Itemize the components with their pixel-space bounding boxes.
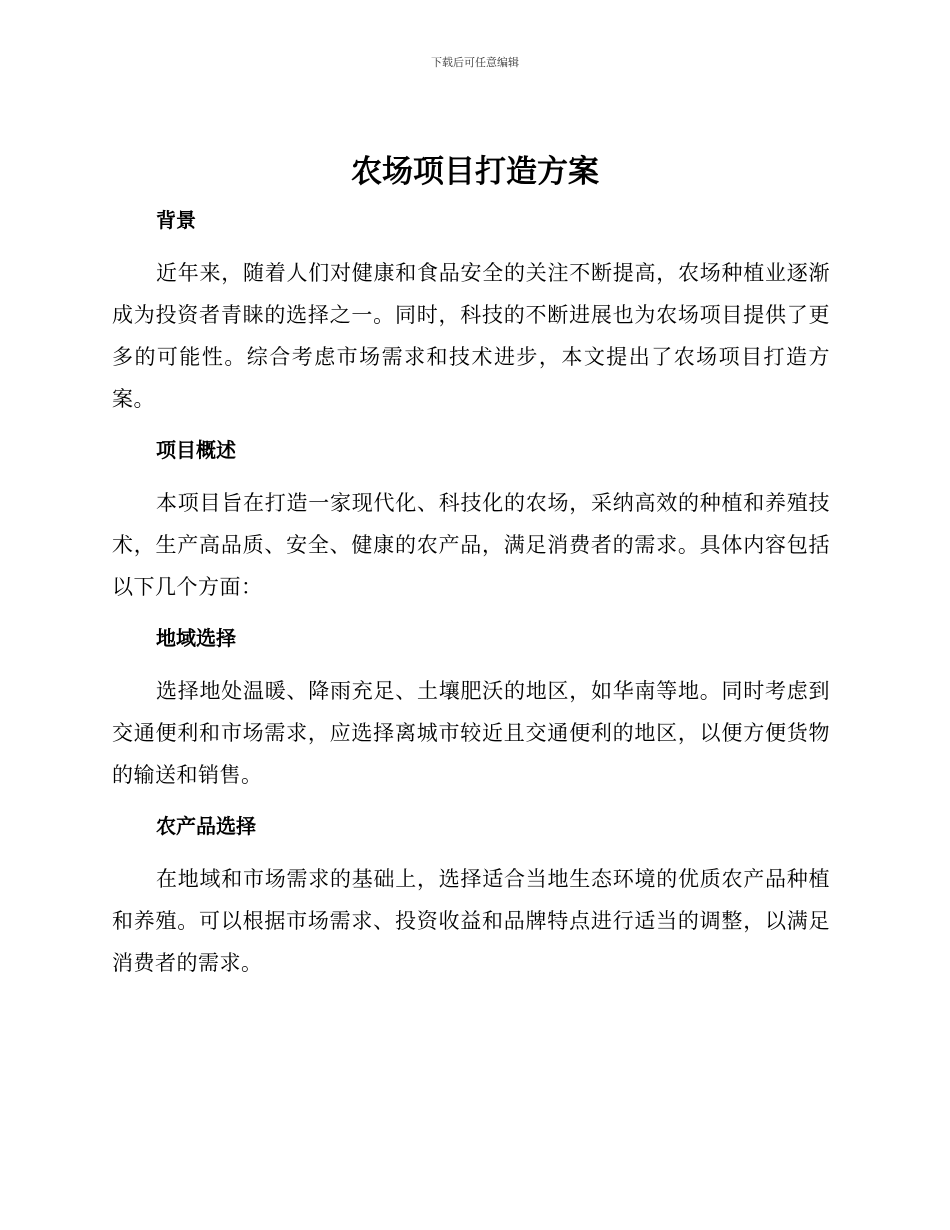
section-heading: 项目概述 xyxy=(156,438,236,462)
section-project-overview xyxy=(112,430,830,608)
section-heading: 地域选择 xyxy=(156,626,236,650)
section-paragraph: 本项目旨在打造一家现代化、科技化的农场，采纳高效的种植和养殖技术，生产高品质、安全、健康的农产品，满足消费者的需求。具体内容包括以下几个方面： xyxy=(112,491,830,599)
section-background xyxy=(112,200,830,420)
section-product-selection xyxy=(112,806,830,984)
section-heading: 背景 xyxy=(156,208,196,232)
section-heading: 农产品选择 xyxy=(156,814,256,838)
document-body xyxy=(112,200,830,994)
section-paragraph: 选择地处温暖、降雨充足、土壤肥沃的地区，如华南等地。同时考虑到交通便利和市场需求，应选择离城市较近且交通便利的地区，以便方便货物的输送和销售。 xyxy=(112,679,830,787)
header-note: 下载后可任意编辑 xyxy=(431,56,519,69)
section-paragraph: 在地域和市场需求的基础上，选择适合当地生态环境的优质农产品种植和养殖。可以根据市场需求、投资收益和品牌特点进行适当的调整，以满足消费者的需求。 xyxy=(112,867,830,975)
section-paragraph: 近年来，随着人们对健康和食品安全的关注不断提高，农场种植业逐渐成为投资者青睐的选择之一。同时，科技的不断进展也为农场项目提供了更多的可能性。综合考虑市场需求和技术进步，本文提出了农场项目打造方案。 xyxy=(112,261,830,411)
document-title: 农场项目打造方案 xyxy=(351,154,599,190)
section-region-selection xyxy=(112,618,830,796)
